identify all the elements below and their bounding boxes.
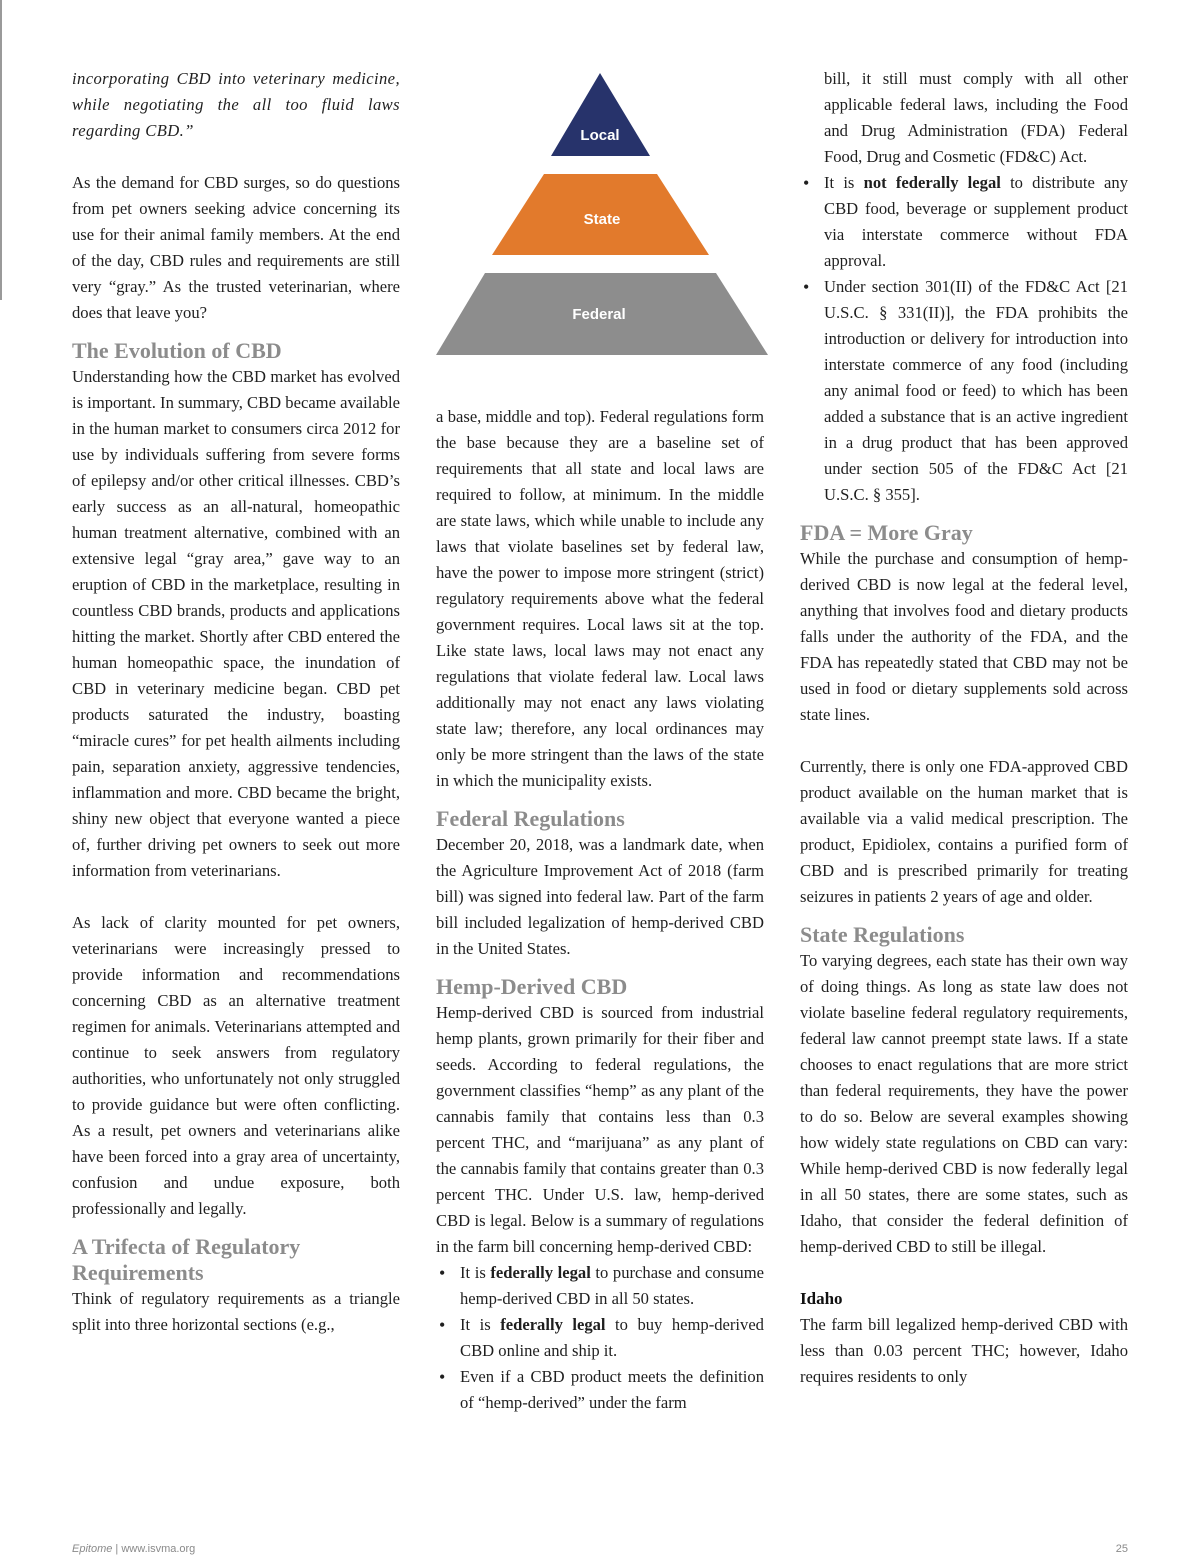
- list-item: • It is not federally legal to distribute any CBD food, beverage or supplement product via interstate commerce without FDA approval.: [800, 170, 1128, 274]
- paragraph: Hemp-derived CBD is sourced from industrial hemp plants, grown primarily for their fiber and seeds. According to federal regulations, the government classifies “hemp” as any plant of the cannabis family that contains less than 0.3 percent THC, and “marijuana” as any plant of the cannabis family that contains greater than 0.3 percent THC. Under U.S. law, hemp-derived CBD is legal. Below is a summary of regulations in the farm bill concerning hemp-derived CBD:: [436, 1003, 764, 1256]
- bullet-list-continued: [800, 66, 1128, 508]
- list-item-continued: bill, it still must comply with all other applicable federal laws, including the Food and Drug Administration (FDA) Federal Food, Drug and Cosmetic (FD&C) Act.: [824, 69, 1128, 166]
- pyramid-label-local: Local: [580, 127, 620, 144]
- section-heading-evolution: The Evolution of CBD: [72, 338, 282, 363]
- paragraph: While the purchase and consumption of hemp-derived CBD is now legal at the federal level, anything that involves food and dietary products falls under the authority of the FDA, and the FDA has repeatedly stated that CBD may not be used in food or dietary supplements sold across state lines.: [800, 549, 1128, 724]
- paragraph: The farm bill legalized hemp-derived CBD with less than 0.03 percent THC; however, Idaho requires residents to only: [800, 1315, 1128, 1386]
- column-middle: [436, 404, 764, 1416]
- paragraph: To varying degrees, each state has their own way of doing things. As long as state law does not violate baseline federal regulatory requirements, federal law cannot preempt state laws. If a state chooses to enact regulations that are more strict than federal requirements, they have the power to do so. Below are several examples showing how widely state regulations on CBD can vary: While hemp-derived CBD is now federally legal in all 50 states, there are some states, such as Idaho, that consider the federal definition of hemp-derived CBD to still be illegal.: [800, 951, 1128, 1256]
- pull-quote: incorporating CBD into veterinary medicine, while negotiating the all too fluid laws regarding CBD.”: [72, 69, 400, 140]
- section-heading-federal: Federal Regulations: [436, 806, 625, 831]
- column-left: [72, 66, 400, 1338]
- pyramid-label-state: State: [583, 211, 621, 228]
- subheading-idaho: Idaho: [800, 1289, 843, 1308]
- website-url: www.isvma.org: [121, 1543, 196, 1555]
- paragraph: Currently, there is only one FDA-approved CBD product available on the human market that is available via a valid medical prescription. The product, Epidiolex, contains a purified form of CBD and is prescribed primarily for treating seizures in patients 2 years of age and older.: [800, 757, 1128, 906]
- section-heading-fda: FDA = More Gray: [800, 520, 973, 545]
- section-heading-trifecta: A Trifecta of Regulatory Requirements: [72, 1234, 301, 1285]
- paragraph: As lack of clarity mounted for pet owners, veterinarians were increasingly pressed to provide information and recommendations concerning CBD as an alternative treatment regimen for animals. Veterinarians attempted and continue to seek answers from regulatory authorities, who unfortunately not only struggled to provide guidance but were often conflicting. As a result, pet owners and veterinarians alike have been forced into a gray area of uncertainty, confusion and undue exposure, both professionally and legally.: [72, 913, 400, 1218]
- list-item: • Even if a CBD product meets the definition of “hemp-derived” under the farm: [436, 1364, 764, 1416]
- paragraph: December 20, 2018, was a landmark date, when the Agriculture Improvement Act of 2018 (farm bill) was signed into federal law. Part of the farm bill included legalization of hemp-derived CBD in the United States.: [436, 835, 764, 958]
- regulation-pyramid-diagram: [436, 70, 768, 360]
- page-edge-marker: [0, 0, 2, 300]
- page-number: 25: [1115, 1543, 1128, 1555]
- section-heading-state: State Regulations: [800, 922, 965, 947]
- list-item: • It is federally legal to purchase and consume hemp-derived CBD in all 50 states.: [436, 1260, 764, 1312]
- paragraph: As the demand for CBD surges, so do questions from pet owners seeking advice concerning its use for their animal family members. At the end of the day, CBD rules and requirements are still very “gray.” As the trusted veterinarian, where does that leave you?: [72, 173, 400, 322]
- list-item: • Under section 301(II) of the FD&C Act [21 U.S.C. § 331(II)], the FDA prohibits the introduction or delivery for introduction into interstate commerce of any food (including any animal food or feed) to which has been added a substance that is an active ingredient in a drug product that has been approved under section 505 of the FD&C Act [21 U.S.C. § 355].: [800, 274, 1128, 508]
- pyramid-label-federal: Federal: [572, 306, 626, 323]
- footer-publication: Epitome | www.isvma.org: [72, 1543, 196, 1555]
- publication-name: Epitome: [72, 1543, 113, 1555]
- column-right: [800, 66, 1128, 1390]
- bullet-list: [436, 1260, 764, 1416]
- paragraph: Think of regulatory requirements as a triangle split into three horizontal sections (e.g.,: [72, 1289, 400, 1334]
- list-item: • It is federally legal to buy hemp-derived CBD online and ship it.: [436, 1312, 764, 1364]
- paragraph: Understanding how the CBD market has evolved is important. In summary, CBD became available in the human market to consumers circa 2012 for use by individuals suffering from severe forms of epilepsy and/or other critical illnesses. CBD’s early success as an all-natural, homeopathic human treatment alternative, combined with an extensive legal “gray area,” gave way to an eruption of CBD in the marketplace, resulting in countless CBD brands, products and applications hitting the market. Shortly after CBD entered the human homeopathic space, the inundation of CBD in veterinary medicine began. CBD pet products saturated the industry, boasting “miracle cures” for pet health ailments including pain, separation anxiety, aggressive tendencies, inflammation and more. CBD became the bright, shiny new object that everyone wanted a piece of, further driving pet owners to seek out more information from veterinarians.: [72, 367, 400, 880]
- paragraph: a base, middle and top). Federal regulations form the base because they are a baseline set of requirements that all state and local laws are required to follow, at minimum. In the middle are state laws, which while unable to include any laws that violate baselines set by federal law, have the power to impose more stringent (strict) regulatory requirements above what the federal government requires. Local laws sit at the top. Like state laws, local laws may not enact any regulations that violate federal law. Local laws additionally may not enact any laws violating state law; therefore, any local ordinances may only be more stringent than the laws of the state in which the municipality exists.: [436, 407, 764, 790]
- section-heading-hemp: Hemp-Derived CBD: [436, 974, 628, 999]
